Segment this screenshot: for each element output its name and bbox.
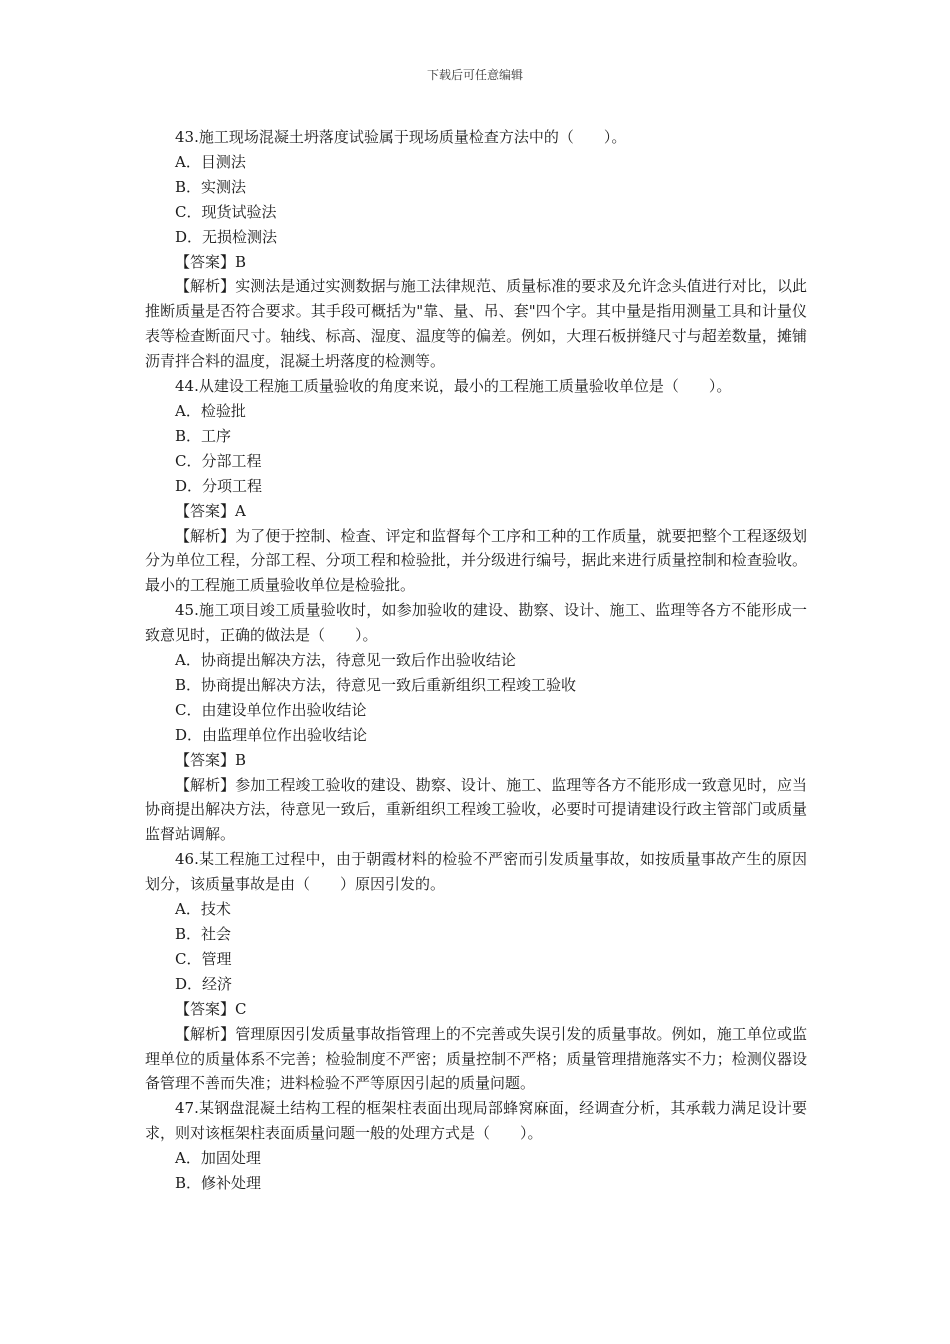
- question-45: [145, 598, 807, 847]
- option-d: D．经济: [175, 974, 233, 993]
- option-a: A．加固处理: [175, 1149, 261, 1168]
- option-d: D．由监理单位作出验收结论: [175, 725, 368, 744]
- document-body: [145, 125, 807, 1196]
- question-stem: 44.从建设工程施工质量验收的角度来说，最小的工程施工质量验收单位是（ ）。: [175, 377, 732, 396]
- option-a: A．协商提出解决方法，待意见一致后作出验收结论: [175, 651, 516, 670]
- analysis: 【解析】实测法是通过实测数据与施工法律规范、质量标准的要求及允许念头值进行对比，以此推断质量是否符合要求。其手段可概括为"靠、量、吊、套"四个字。其中量是指用测量工具和计量仪表等检查断面尺寸。轴线、标高、湿度、温度等的偏差。例如，大理石板拼缝尺寸与超差数量，摊铺沥青拌合料的温度，混凝土坍落度的检测等。: [145, 277, 807, 371]
- answer: 【答案】A: [175, 501, 246, 520]
- option-a: A．检验批: [175, 401, 246, 420]
- question-43: [145, 125, 807, 374]
- option-c: C．管理: [175, 949, 232, 968]
- page-header: 下载后可任意编辑: [426, 68, 523, 82]
- question-stem: 43.施工现场混凝土坍落度试验属于现场质量检查方法中的（ ）。: [175, 128, 627, 146]
- answer: 【答案】C: [175, 999, 247, 1018]
- option-b: B．协商提出解决方法，待意见一致后重新组织工程竣工验收: [175, 675, 577, 694]
- question-46: [145, 847, 807, 1096]
- analysis: 【解析】参加工程竣工验收的建设、勘察、设计、施工、监理等各方不能形成一致意见时，应当协商提出解决方法，待意见一致后，重新组织工程竣工验收，必要时可提请建设行政主管部门或质量监督站调解。: [145, 775, 807, 844]
- question-44: [145, 374, 807, 598]
- answer: 【答案】B: [175, 252, 247, 271]
- option-b: B．修补处理: [175, 1174, 262, 1193]
- option-d: D．分项工程: [175, 476, 263, 495]
- option-b: B．社会: [175, 925, 232, 943]
- question-stem: 47.某钢盘混凝土结构工程的框架柱表面出现局部蜂窝麻面，经调查分析，其承载力满足设计要求，则对该框架柱表面质量问题一般的处理方式是（ ）。: [145, 1099, 807, 1143]
- option-a: A．技术: [175, 900, 231, 919]
- question-stem: 46.某工程施工过程中，由于朝霞材料的检验不严密而引发质量事故，如按质量事故产生的原因划分，该质量事故是由（ ）原因引发的。: [145, 850, 807, 894]
- option-c: C．现货试验法: [175, 202, 277, 221]
- question-stem: 45.施工项目竣工质量验收时，如参加验收的建设、勘察、设计、施工、监理等各方不能形成一致意见时，正确的做法是（ ）。: [145, 601, 807, 645]
- option-c: C．由建设单位作出验收结论: [175, 700, 367, 719]
- analysis: 【解析】管理原因引发质量事故指管理上的不完善或失误引发的质量事故。例如，施工单位或监理单位的质量体系不完善；检验制度不严密；质量控制不严格；质量管理措施落实不力；检测仪器设备管理不善而失准；进料检验不严等原因引起的质量问题。: [145, 1024, 807, 1093]
- option-b: B．实测法: [175, 177, 247, 196]
- option-d: D．无损检测法: [175, 227, 278, 246]
- option-b: B．工序: [175, 426, 232, 445]
- answer: 【答案】B: [175, 750, 247, 769]
- option-c: C．分部工程: [175, 451, 262, 470]
- option-a: A．目测法: [175, 152, 246, 171]
- question-47: [145, 1096, 807, 1196]
- analysis: 【解析】为了便于控制、检查、评定和监督每个工序和工种的工作质量，就要把整个工程逐级划分为单位工程，分部工程、分项工程和检验批，并分级进行编号，据此来进行质量控制和检查验收。最小的工程施工质量验收单位是检验批。: [145, 526, 807, 595]
